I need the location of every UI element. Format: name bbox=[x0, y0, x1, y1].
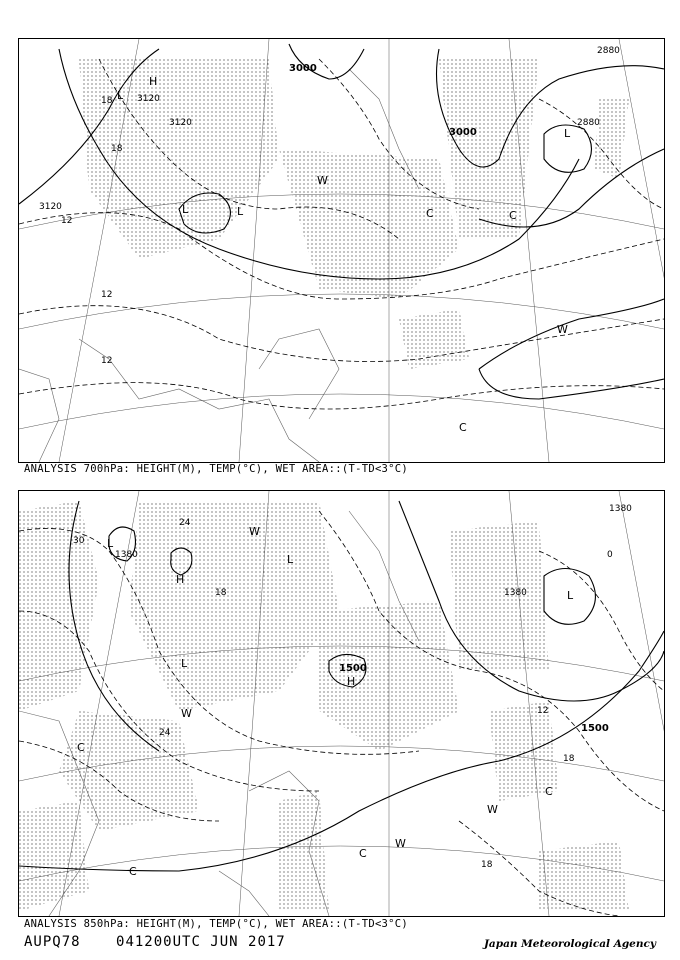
low-marker: L bbox=[567, 589, 574, 602]
low-marker: L bbox=[107, 537, 114, 550]
panel-caption-850hpa: ANALYSIS 850hPa: HEIGHT(M), TEMP(°C), WET AREA::(T-TD<3°C) bbox=[24, 918, 409, 930]
low-marker: L bbox=[564, 127, 571, 140]
low-marker: L bbox=[287, 553, 294, 566]
isotherm-label: 12 bbox=[537, 706, 549, 716]
high-marker: H bbox=[176, 573, 185, 586]
isotherm-label: 12 bbox=[101, 290, 113, 300]
low-marker: L bbox=[182, 203, 189, 216]
isotherm-label: 24 bbox=[179, 518, 191, 528]
contour-label: 1500 bbox=[581, 723, 609, 734]
isotherm-label: 18 bbox=[215, 588, 227, 598]
contour-label: 1500 bbox=[339, 663, 367, 674]
analysis-map-850hpa bbox=[19, 491, 664, 916]
contour-label: 3120 bbox=[169, 118, 192, 128]
analysis-map-700hpa bbox=[19, 39, 664, 462]
cold-marker: C bbox=[459, 421, 467, 434]
panel-caption-700hpa: ANALYSIS 700hPa: HEIGHT(M), TEMP(°C), WET AREA::(T-TD<3°C) bbox=[24, 463, 409, 475]
cold-marker: C bbox=[77, 741, 85, 754]
warm-marker: W bbox=[395, 837, 406, 850]
warm-marker: W bbox=[487, 803, 498, 816]
isotherm-label: 18 bbox=[111, 144, 123, 154]
isotherm-label: 0 bbox=[607, 550, 613, 560]
low-marker: L bbox=[237, 205, 244, 218]
chart-id: AUPQ78 bbox=[24, 934, 81, 950]
agency-credit: Japan Meteorological Agency bbox=[483, 938, 656, 950]
isotherm-label: 12 bbox=[61, 216, 73, 226]
contour-label: 1380 bbox=[115, 550, 138, 560]
warm-marker: W bbox=[181, 707, 192, 720]
low-marker: L bbox=[181, 657, 188, 670]
cold-marker: C bbox=[426, 207, 434, 220]
contour-label: 2880 bbox=[577, 118, 600, 128]
isotherm-label: 30 bbox=[73, 536, 85, 546]
cold-marker: C bbox=[509, 209, 517, 222]
warm-marker: W bbox=[317, 174, 328, 187]
contour-label: 3120 bbox=[137, 94, 160, 104]
contour-label: 2880 bbox=[597, 46, 620, 56]
isotherm-label: 24 bbox=[159, 728, 171, 738]
cold-marker: C bbox=[545, 785, 553, 798]
chart-id-line bbox=[24, 934, 286, 950]
low-marker: L bbox=[117, 89, 124, 102]
high-marker: H bbox=[347, 675, 356, 688]
warm-marker: W bbox=[249, 525, 260, 538]
isotherm-label: 18 bbox=[481, 860, 493, 870]
isotherm-label: 12 bbox=[101, 356, 113, 366]
contour-label: 1380 bbox=[609, 504, 632, 514]
contour-label: 3000 bbox=[449, 127, 477, 138]
isotherm-label: 18 bbox=[563, 754, 575, 764]
isotherm-label: 18 bbox=[101, 96, 113, 106]
contour-label: 3120 bbox=[39, 202, 62, 212]
high-marker: H bbox=[149, 75, 158, 88]
map-panel-850hpa bbox=[18, 490, 665, 917]
contour-label: 1380 bbox=[504, 588, 527, 598]
warm-marker: W bbox=[557, 323, 568, 336]
map-panel-700hpa bbox=[18, 38, 665, 463]
cold-marker: C bbox=[359, 847, 367, 860]
valid-time: 041200UTC JUN 2017 bbox=[116, 934, 286, 950]
cold-marker: C bbox=[129, 865, 137, 878]
contour-label: 3000 bbox=[289, 63, 317, 74]
